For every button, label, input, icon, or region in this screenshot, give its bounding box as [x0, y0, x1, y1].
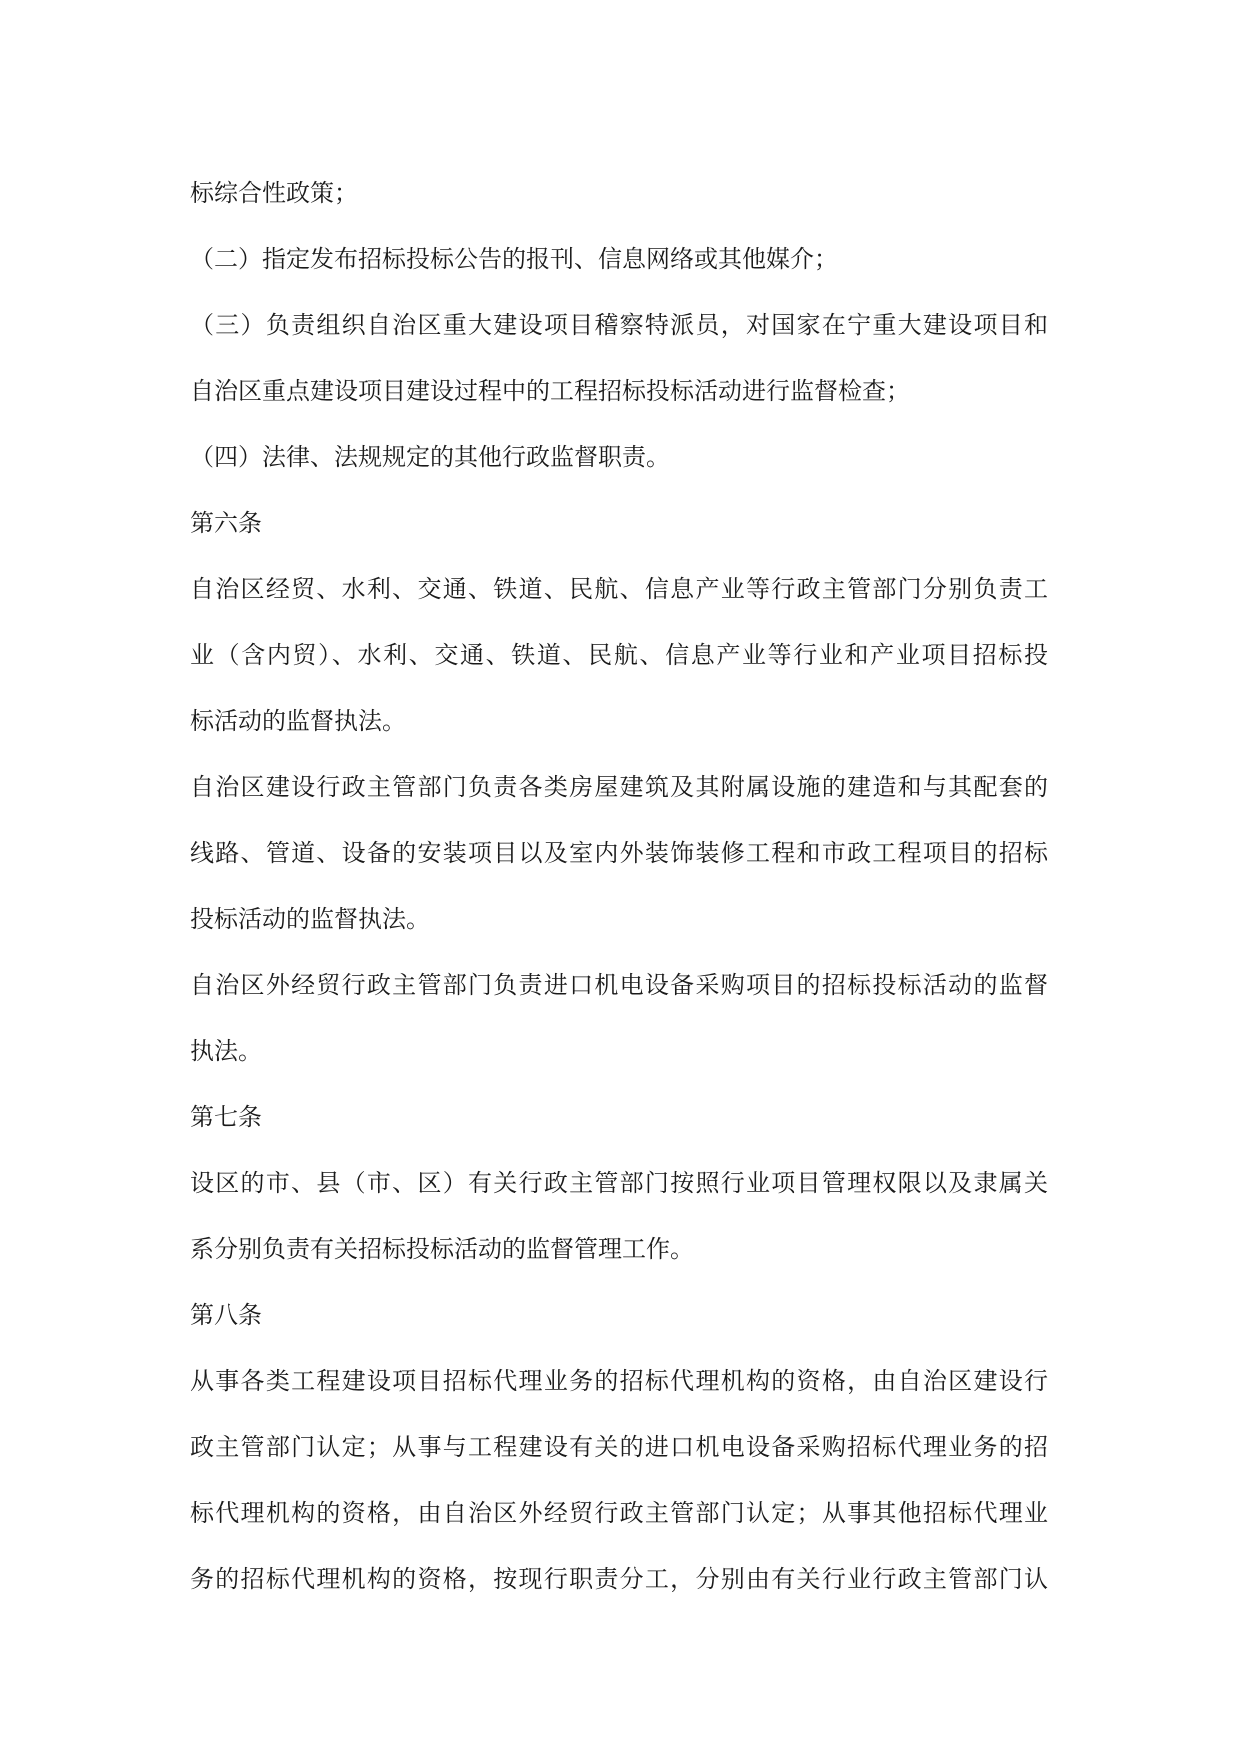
- text-line: 自治区经贸、水利、交通、铁道、民航、信息产业等行政主管部门分别负责工: [190, 575, 1048, 603]
- article-heading: 第七条: [190, 1103, 262, 1131]
- text-line: 务的招标代理机构的资格，按现行职责分工，分别由有关行业行政主管部门认: [190, 1565, 1048, 1593]
- text-line: （二）指定发布招标投标公告的报刊、信息网络或其他媒介；: [190, 245, 838, 273]
- text-line: 自治区建设行政主管部门负责各类房屋建筑及其附属设施的建造和与其配套的: [190, 773, 1048, 801]
- text-line: 业（含内贸）、水利、交通、铁道、民航、信息产业等行业和产业项目招标投: [190, 641, 1048, 669]
- text-line: 政主管部门认定；从事与工程建设有关的进口机电设备采购招标代理业务的招: [190, 1433, 1048, 1461]
- text-line: （三）负责组织自治区重大建设项目稽察特派员，对国家在宁重大建设项目和: [190, 311, 1048, 339]
- article-heading: 第八条: [190, 1301, 262, 1329]
- text-line: 线路、管道、设备的安装项目以及室内外装饰装修工程和市政工程项目的招标: [190, 839, 1048, 867]
- text-line: 标活动的监督执法。: [190, 707, 406, 735]
- text-line: 投标活动的监督执法。: [190, 905, 430, 933]
- article-heading: 第六条: [190, 509, 262, 537]
- text-line: （四）法律、法规规定的其他行政监督职责。: [190, 443, 670, 471]
- text-line: 系分别负责有关招标投标活动的监督管理工作。: [190, 1235, 694, 1263]
- text-line: 标综合性政策；: [190, 179, 358, 207]
- text-line: 从事各类工程建设项目招标代理业务的招标代理机构的资格，由自治区建设行: [190, 1367, 1048, 1395]
- text-line: 自治区外经贸行政主管部门负责进口机电设备采购项目的招标投标活动的监督: [190, 971, 1048, 999]
- text-line: 标代理机构的资格，由自治区外经贸行政主管部门认定；从事其他招标代理业: [190, 1499, 1048, 1527]
- text-line: 执法。: [190, 1037, 262, 1065]
- document-body: [190, 160, 1048, 1612]
- text-line: 设区的市、县（市、区）有关行政主管部门按照行业项目管理权限以及隶属关: [190, 1169, 1048, 1197]
- text-line: 自治区重点建设项目建设过程中的工程招标投标活动进行监督检查；: [190, 377, 910, 405]
